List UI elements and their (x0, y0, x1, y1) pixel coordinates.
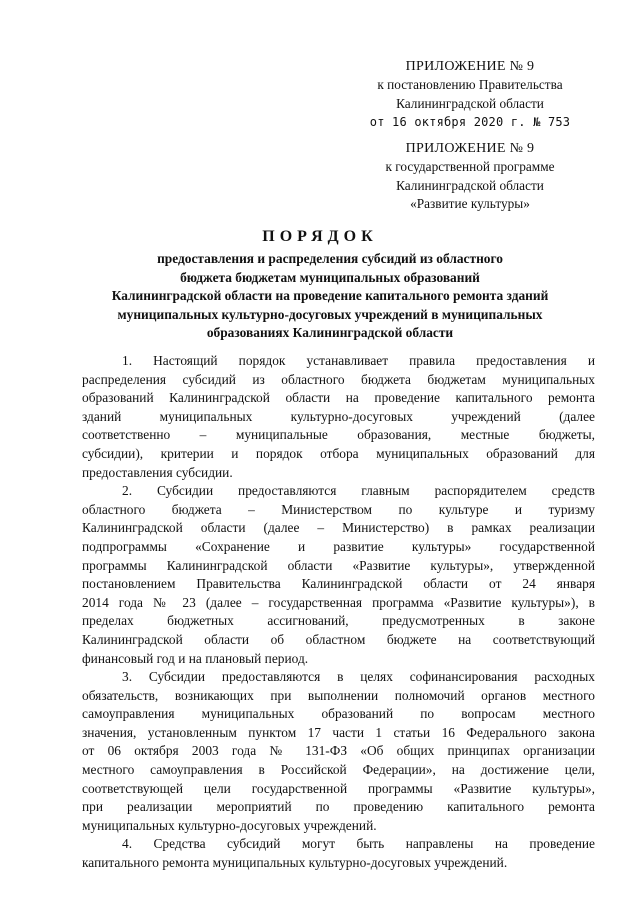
subtitle-line: муниципальных культурно-досуговых учреждений в муниципальных (117, 306, 543, 322)
paragraph-line: 2014 года № 23 (далее – государственная программа «Развитие культуры»), в (82, 594, 595, 610)
paragraph-3 (82, 668, 595, 835)
paragraph-line: подпрограммы «Сохранение и развитие культуры» государственной (82, 538, 595, 554)
paragraph-line: самоуправления муниципальных образований по вопросам местного (82, 706, 595, 722)
paragraph-line: распределения субсидий из областного бюджета бюджетам муниципальных (82, 371, 595, 387)
paragraph-line: обязательств, возникающих при выполнении полномочий органов местного (82, 687, 595, 703)
paragraph-line: 3. Субсидии предоставляются в целях софинансирования расходных (122, 669, 595, 685)
paragraph-line: соответствующей цели государственной программы «Развитие культуры», (82, 780, 595, 796)
paragraph-4 (82, 835, 595, 872)
paragraph-line: областного бюджета – Министерством по культуре и туризму (82, 501, 595, 517)
paragraph-line: зданий муниципальных культурно-досуговых учреждений (далее (82, 408, 595, 424)
paragraph-line: 4. Средства субсидий могут быть направлены на проведение (122, 836, 595, 852)
appendix-stamp-program (340, 140, 600, 214)
paragraph-line: 2. Субсидии предоставляются главным распорядителем средств (122, 483, 595, 499)
document-title: ПОРЯДОК (262, 228, 378, 245)
paragraph-line: капитального ремонта муниципальных культурно-досуговых учреждений. (82, 855, 508, 871)
paragraph-line: при реализации мероприятий по проведению капитального ремонта (82, 799, 595, 815)
subtitle-line: образованиях Калининградской области (206, 325, 454, 341)
paragraph-line: соответственно – муниципальные образования, местные бюджеты, (82, 427, 595, 443)
paragraph-line: предоставления субсидии. (82, 464, 233, 480)
subtitle-line: Калининградской области на проведение капитального ремонта зданий (111, 288, 549, 304)
subtitle-line: предоставления и распределения субсидий из областного (157, 251, 503, 266)
paragraph-1 (82, 352, 595, 482)
appendix-line: к постановлению Правительства (377, 77, 563, 93)
appendix-heading: ПРИЛОЖЕНИЕ № 9 (405, 141, 535, 156)
paragraph-line: образований Калининградской области на проведение капитального ремонта (82, 390, 595, 406)
document-body (82, 352, 595, 873)
paragraph-line: Калининградской области об областном бюджете на соответствующий (82, 631, 595, 647)
paragraph-line: от 06 октября 2003 года № 131-ФЗ «Об общих принципах организации (82, 743, 595, 759)
appendix-line: Калининградской области (396, 95, 544, 111)
paragraph-2 (82, 482, 595, 668)
appendix-stamp-resolution (340, 58, 600, 132)
paragraph-line: программы Калининградской области «Развитие культуры», утвержденной (82, 557, 595, 573)
paragraph-line: субсидии), критерии и порядок отбора муниципальных образований для (82, 445, 595, 461)
appendix-line: «Развитие культуры» (410, 196, 530, 212)
paragraph-line: местного самоуправления в Российской Федерации», на достижение цели, (82, 762, 595, 778)
appendix-line: к государственной программе (385, 159, 555, 175)
appendix-line: Калининградской области (396, 177, 544, 193)
paragraph-line: постановлением Правительства Калининградской области от 24 января (82, 576, 595, 592)
paragraph-line: значения, установленным пунктом 17 части 1 статьи 16 Федерального закона (82, 724, 595, 740)
paragraph-line: 1. Настоящий порядок устанавливает правила предоставления и (122, 353, 595, 368)
resolution-date-number: от 16 октября 2020 г. № 753 (369, 115, 571, 130)
paragraph-line: муниципальных культурно-досуговых учреждений. (82, 817, 377, 833)
appendix-heading: ПРИЛОЖЕНИЕ № 9 (405, 59, 535, 74)
paragraph-line: Калининградской области (далее – Министерство) в рамках реализации (82, 520, 595, 536)
paragraph-line: финансовый год и на плановый период. (82, 650, 309, 666)
paragraph-line: пределах бюджетных ассигнований, предусмотренных в законе (82, 613, 595, 629)
document-subtitle (60, 250, 600, 343)
subtitle-line: бюджета бюджетам муниципальных образований (180, 269, 480, 285)
